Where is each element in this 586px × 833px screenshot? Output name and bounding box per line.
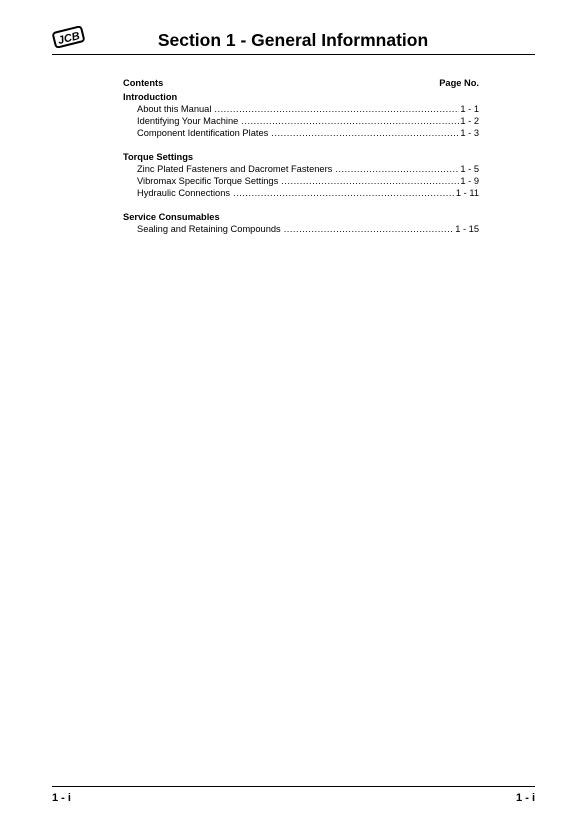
- footer-page-number-left: 1 - i: [52, 792, 71, 804]
- toc-section-introduction: [123, 91, 479, 139]
- entry-page: 1 - 1: [460, 104, 479, 114]
- section-title: Introduction: [123, 92, 178, 102]
- logo-text: JCB: [56, 30, 82, 48]
- dot-leader: [335, 163, 459, 175]
- toc-header: [123, 77, 479, 89]
- entry-label: Zinc Plated Fasteners and Dacromet Fasteners: [137, 164, 333, 174]
- entry-label: Vibromax Specific Torque Settings: [137, 176, 279, 186]
- toc-entry[interactable]: [123, 175, 479, 187]
- toc-section-torque-settings: [123, 151, 479, 199]
- toc-entry[interactable]: [123, 115, 479, 127]
- toc-entry[interactable]: [123, 187, 479, 199]
- entry-label: Identifying Your Machine: [137, 116, 239, 126]
- entry-page: 1 - 11: [455, 188, 479, 198]
- entry-label: Hydraulic Connections: [137, 188, 231, 198]
- toc-entry[interactable]: [123, 127, 479, 139]
- entry-page: 1 - 15: [455, 224, 479, 234]
- toc-entry[interactable]: [123, 103, 479, 115]
- section-title: Torque Settings: [123, 152, 194, 162]
- entry-page: 1 - 5: [460, 164, 479, 174]
- dot-leader: [233, 187, 455, 199]
- header-rule: [52, 54, 535, 55]
- entry-label: About this Manual: [137, 104, 212, 114]
- dot-leader: [284, 223, 455, 235]
- entry-page: 1 - 9: [460, 176, 479, 186]
- footer-page-number-right: 1 - i: [516, 792, 535, 804]
- dot-leader: [241, 115, 459, 127]
- footer-rule: [52, 786, 535, 787]
- toc-section-service-consumables: [123, 211, 479, 235]
- jcb-logo-icon: [52, 26, 85, 48]
- dot-leader: [271, 127, 459, 139]
- entry-label: Component Identification Plates: [137, 128, 269, 138]
- page-title: Section 1 - General Informnation: [157, 30, 429, 50]
- table-of-contents: [123, 77, 479, 247]
- jcb-logo: [52, 26, 85, 48]
- entry-page: 1 - 2: [460, 116, 479, 126]
- entry-label: Sealing and Retaining Compounds: [137, 224, 281, 234]
- dot-leader: [281, 175, 459, 187]
- dot-leader: [214, 103, 459, 115]
- toc-entry[interactable]: [123, 223, 479, 235]
- entry-page: 1 - 3: [460, 128, 479, 138]
- page-number-label: Page No.: [439, 78, 479, 88]
- toc-entry[interactable]: [123, 163, 479, 175]
- contents-label: Contents: [123, 78, 164, 88]
- section-title: Service Consumables: [123, 212, 220, 222]
